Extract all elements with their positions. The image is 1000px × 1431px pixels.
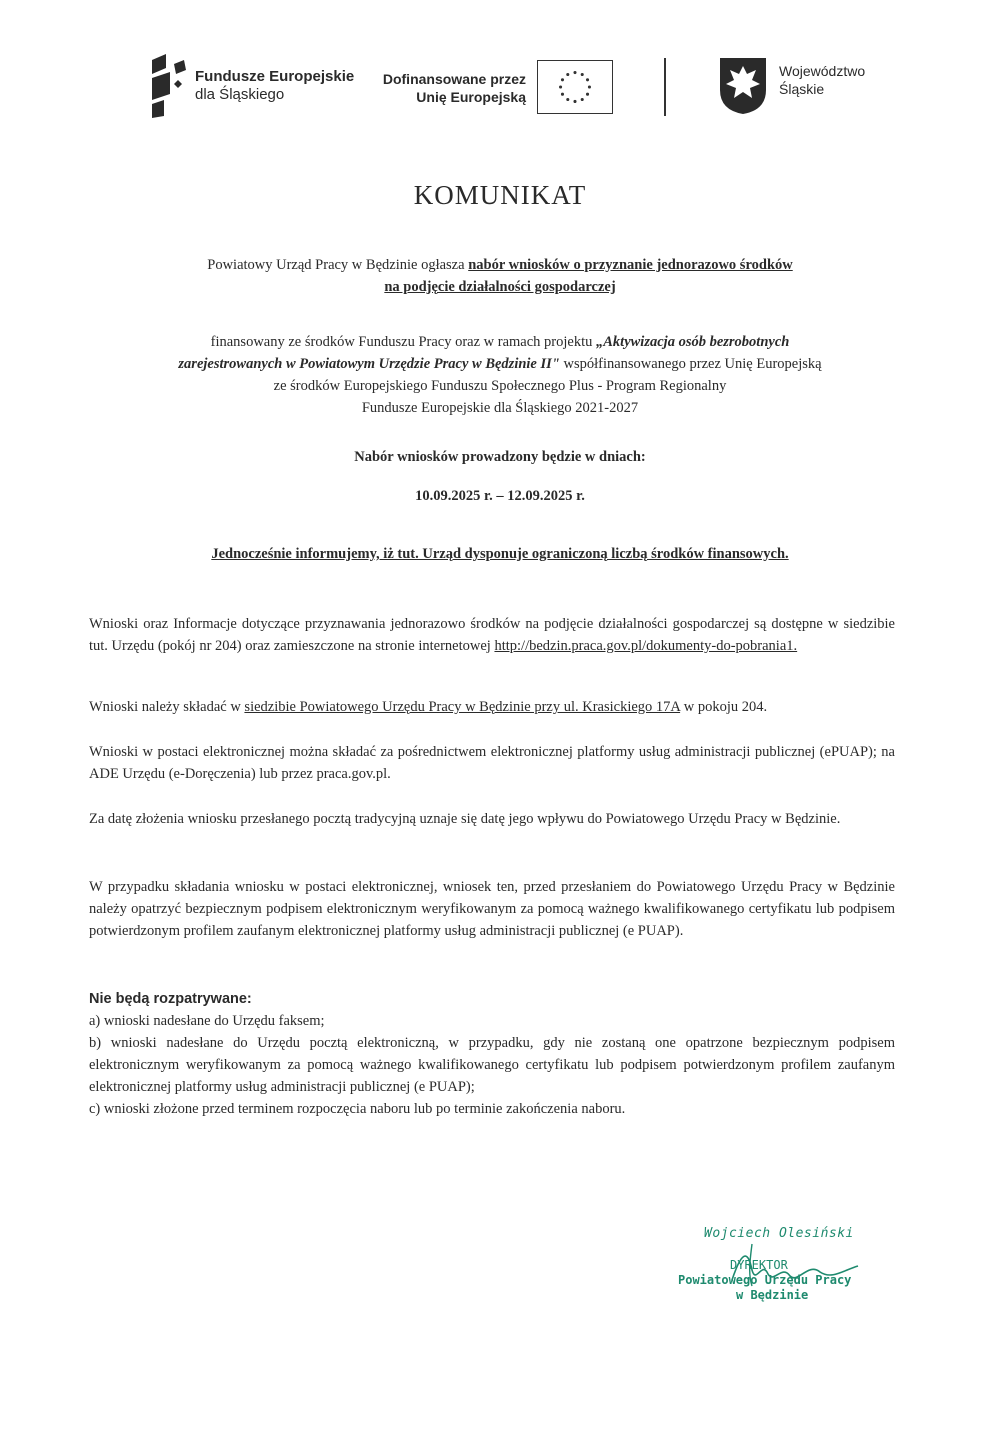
intro-highlight-1: nabór wniosków o przyznanie jednorazowo środków (468, 257, 793, 273)
financing-prefix: finansowany ze środków Funduszu Pracy oraz w ramach projektu (210, 334, 596, 350)
office-address: siedzibie Powiatowego Urzędu Pracy w Będzinie przy ul. Krasickiego 17A (244, 699, 681, 715)
financing-paragraph (90, 331, 910, 419)
rejection-section (89, 988, 895, 1120)
intro-paragraph (90, 254, 910, 298)
paragraph-submission-place (89, 696, 895, 718)
logo-divider (664, 58, 666, 116)
period-label: Nabór wniosków prowadzony będzie w dniach: (354, 449, 646, 465)
wojewodztwo-label: Województwo Śląskie (779, 63, 866, 97)
project-name-2: zarejestrowanych w Powiatowym Urzędzie Pracy w Będzinie II" (178, 356, 560, 372)
intro-highlight-2: na podjęcie działalności gospodarczej (384, 279, 616, 295)
silesia-eagle-crest-icon (718, 56, 768, 116)
eu-flag-icon (537, 60, 613, 114)
documents-download-link[interactable]: http://bedzin.praca.gov.pl/dokumenty-do-pobrania1. (494, 638, 798, 654)
fundusze-europejskie-label: Fundusze Europejskie dla Śląskiego (195, 68, 355, 103)
document-title: KOMUNIKAT (413, 180, 587, 210)
period-dates: 10.09.2025 r. – 12.09.2025 r. (415, 488, 585, 504)
logo-header (0, 46, 1000, 136)
paragraph-postal-date: Za datę złożenia wniosku przesłanego pocztą tradycyjną uznaje się datę jego wpływu do Powiatowego Urzędu Pracy w Będzinie. (89, 811, 841, 827)
rejection-heading: Nie będą rozpatrywane: (89, 991, 252, 1007)
financing-line-3: ze środków Europejskiego Funduszu Społecznego Plus - Program Regionalny (273, 378, 727, 394)
intro-prefix: Powiatowy Urząd Pracy w Będzinie ogłasza (207, 257, 469, 273)
submission-suffix: w pokoju 204. (680, 699, 768, 715)
eu-cofinancing-label: Dofinansowane przez Unię Europejską (382, 71, 526, 105)
paragraph-signature-requirement: W przypadku składania wniosku w postaci elektronicznej, wniosek ten, przed przesłaniem do Powiatowego Urzędu Pracy w Będzinie należy opatrzyć bezpiecznym podpisem elektronicznym weryfikowanym za pomocą ważnego kwalifikowanego certyfikatu lub podpisem potwierdzonym profilem zaufanym elektronicznej platformy usług administracji publicznej (e PUAP). (89, 879, 895, 939)
fundusze-europejskie-logo-icon (148, 54, 190, 118)
director-stamp-signature (672, 1222, 882, 1312)
financing-rest: współfinansowanego przez Unię Europejską (559, 356, 822, 372)
rejection-item-b: b) wnioski nadesłane do Urzędu pocztą elektroniczną, w przypadku, gdy nie zostaną one opatrzone bezpiecznym podpisem elektronicznym weryfikowanym za pomocą ważnego kwalifikowanego certyfikatu lub podpisem potwierdzonym profilem zaufanym elektronicznej platformy usług administracji publicznej (e PUAP); (89, 1035, 895, 1095)
rejection-item-a: a) wnioski nadesłane do Urzędu faksem; (89, 1013, 325, 1029)
paragraph-availability (89, 613, 895, 657)
rejection-item-c: c) wnioski złożone przed terminem rozpoczęcia naboru lub po terminie zakończenia naboru. (89, 1101, 626, 1117)
availability-text: Wnioski oraz Informacje dotyczące przyznawania jednorazowo środków na podjęcie działalności gospodarczej są dostępne w siedzibie tut. Urzędu (pokój nr 204) oraz zamieszczone na stronie internetowej (89, 616, 895, 654)
signatory-name: Wojciech Olesiński (704, 1226, 854, 1241)
project-name-1: „Aktywizacja osób bezrobotnych (596, 334, 790, 350)
paragraph-electronic: Wnioski w postaci elektronicznej można składać za pośrednictwem elektronicznej platformy usług administracji publicznej (ePUAP); na ADE Urzędu (e-Doręczenia) lub przez praca.gov.pl. (89, 744, 895, 782)
stamp-organization: Powiatowego Urzędu Pracy (678, 1273, 852, 1287)
stamp-city: w Będzinie (736, 1288, 809, 1302)
submission-prefix: Wnioski należy składać w (89, 699, 245, 715)
funds-notice: Jednocześnie informujemy, iż tut. Urząd dysponuje ograniczoną liczbą środków finansowych. (211, 546, 789, 562)
financing-line-4: Fundusze Europejskie dla Śląskiego 2021-2027 (361, 400, 639, 416)
signatory-role: DYREKTOR (730, 1258, 788, 1272)
